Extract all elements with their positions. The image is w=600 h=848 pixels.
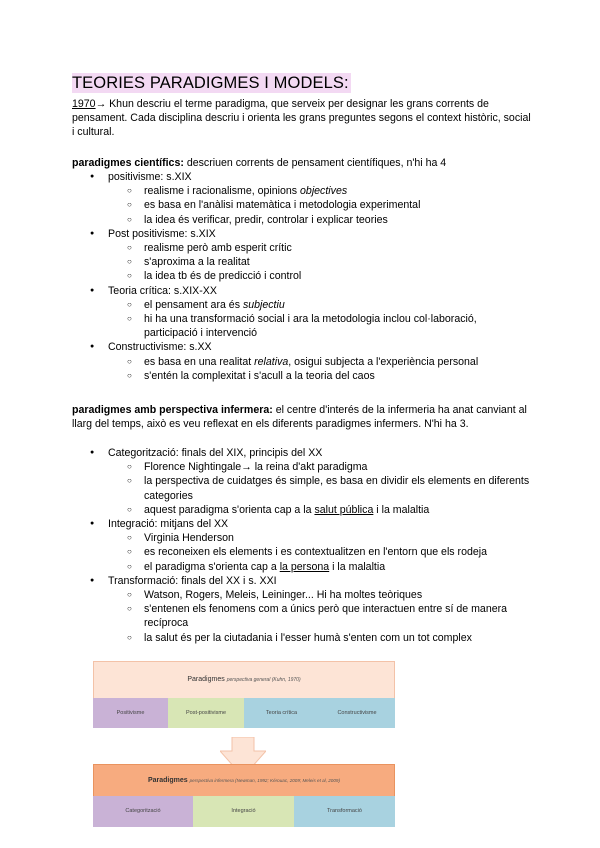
- list-item: ○ la perspectiva de cuidatges és simple, es basa en dividir els elements en diferents categories: [108, 474, 532, 502]
- diagram-cell-integracio: Integració: [193, 796, 294, 827]
- paradigms-diagram: [93, 661, 395, 835]
- list-item: ○ Florence Nightingale→ la reina d'akt paradigma: [108, 460, 532, 474]
- diagram-cell-constructivisme: Constructivisme: [319, 698, 395, 728]
- list-item: ○ la idea tb és de predicció i control: [108, 269, 532, 283]
- section2-intro: paradigmes amb perspectiva infermera: el centre d'interés de la infermeria ha anat canviant al llarg del temps, això es veu reflexat en els diferents paradigmes infermers. N'hi ha 3.: [72, 404, 527, 431]
- list-item: ● Transformació: finals del XX i s. XXI ○ Watson, Rogers, Meleis, Leininger... Hi ha moltes teòriques ○ s'entenen els fenomens com a únics però que interactuen entre sí de manera recíproca ○ la salut és per la ciutadania i l'esser humà s'enten com un tot complex: [72, 574, 532, 645]
- list-item: ○ la salut és per la ciutadania i l'esser humà s'enten com un tot complex: [108, 631, 532, 645]
- list-item: ○ aquest paradigma s'orienta cap a la salut pública i la malaltia: [108, 503, 532, 517]
- list-item: ○ es basa en l'anàlisi matemàtica i metodologia experimental: [108, 198, 532, 212]
- section1-list: [72, 170, 532, 383]
- list-item: ○ la idea és verificar, predir, controlar i explicar teories: [108, 213, 532, 227]
- list-item: ○ s'entén la complexitat i s'acull a la teoria del caos: [108, 369, 532, 383]
- list-item: ○ s'aproxima a la realitat: [108, 255, 532, 269]
- list-item: ● Teoria crítica: s.XIX-XX ○ el pensament ara és subjectiu ○ hi ha una transformació social i ara la metodologia inclou col·laboració, participació i intervenció: [72, 284, 532, 341]
- list-item: ○ es basa en una realitat relativa, osigui subjecta a l'experiència personal: [108, 355, 532, 369]
- list-item: ● Constructivisme: s.XX ○ es basa en una realitat relativa, osigui subjecta a l'experiència personal ○ s'entén la complexitat i s'acull a la teoria del caos: [72, 340, 532, 383]
- list-item: ○ s'entenen els fenomens com a únics però que interactuen entre sí de manera recíproca: [108, 602, 532, 630]
- list-item: ○ hi ha una transformació social i ara la metodologia inclou col·laboració, participació i intervenció: [108, 312, 532, 340]
- page-title: TEORIES PARADIGMES I MODELS:: [72, 74, 349, 92]
- list-item: ○ realisme però amb esperit crític: [108, 241, 532, 255]
- diagram-cell-categoritzacio: Categorització: [93, 796, 193, 827]
- intro-year: 1970: [72, 98, 96, 110]
- list-item: ○ es reconeixen els elements i es contextualitzen en l'entorn que els rodeja: [108, 545, 532, 559]
- section1-intro: paradigmes científics: descriuen corrents de pensament científiques, n'hi ha 4: [72, 157, 447, 169]
- section2-heading: paradigmes amb perspectiva infermera:: [72, 404, 273, 416]
- list-item: ● Categorització: finals del XIX, principis del XX ○ Florence Nightingale→ la reina d'akt paradigma ○ la perspectiva de cuidatges és simple, es basa en dividir els elements en diferents categories ○ aquest paradigma s'orienta cap a la salut pública i la malaltia: [72, 446, 532, 517]
- section2-list: [72, 446, 532, 645]
- diagram-cell-transformacio: Transformació: [294, 796, 395, 827]
- diagram-cell-post-positivisme: Post-positivisme: [168, 698, 244, 728]
- list-item: ○ el paradigma s'orienta cap a la persona i la malaltia: [108, 560, 532, 574]
- list-item: ● positivisme: s.XIX ○ realisme i racionalisme, opinions objectives ○ es basa en l'anàlisi matemàtica i metodologia experimental ○ la idea és verificar, predir, controlar i explicar teories: [72, 170, 532, 227]
- list-item: ○ Virginia Henderson: [108, 531, 532, 545]
- section1-heading: paradigmes científics:: [72, 157, 184, 169]
- diagram-cell-positivisme: Positivisme: [93, 698, 168, 728]
- list-item: ● Post positivisme: s.XIX ○ realisme però amb esperit crític ○ s'aproxima a la realitat ○ la idea tb és de predicció i control: [72, 227, 532, 284]
- diagram-cell-teoria-critica: Teoria crítica: [244, 698, 319, 728]
- intro-paragraph: 1970→ Khun descriu el terme paradigma, que serveix per designar les grans corrents de pensament. Cada disciplina descriu i orienta les grans preguntes segons el context històric, social i cultural.: [72, 98, 531, 139]
- list-item: ○ Watson, Rogers, Meleis, Leininger... Hi ha moltes teòriques: [108, 588, 532, 602]
- diagram-bottom-box: Paradigmes perspectiva infermera (Newman, 1992; Kérouac, 2009; Meleis et al, 2009): [93, 764, 395, 798]
- list-item: ● Integració: mitjans del XX ○ Virginia Henderson ○ es reconeixen els elements i es contextualitzen en l'entorn que els rodeja ○ el paradigma s'orienta cap a la persona i la malaltia: [72, 517, 532, 574]
- diagram-top-box: Paradigmes perspectiva general (Kuhn, 1970): [93, 661, 395, 699]
- list-item: ○ realisme i racionalisme, opinions objectives: [108, 184, 532, 198]
- list-item: ○ el pensament ara és subjectiu: [108, 298, 532, 312]
